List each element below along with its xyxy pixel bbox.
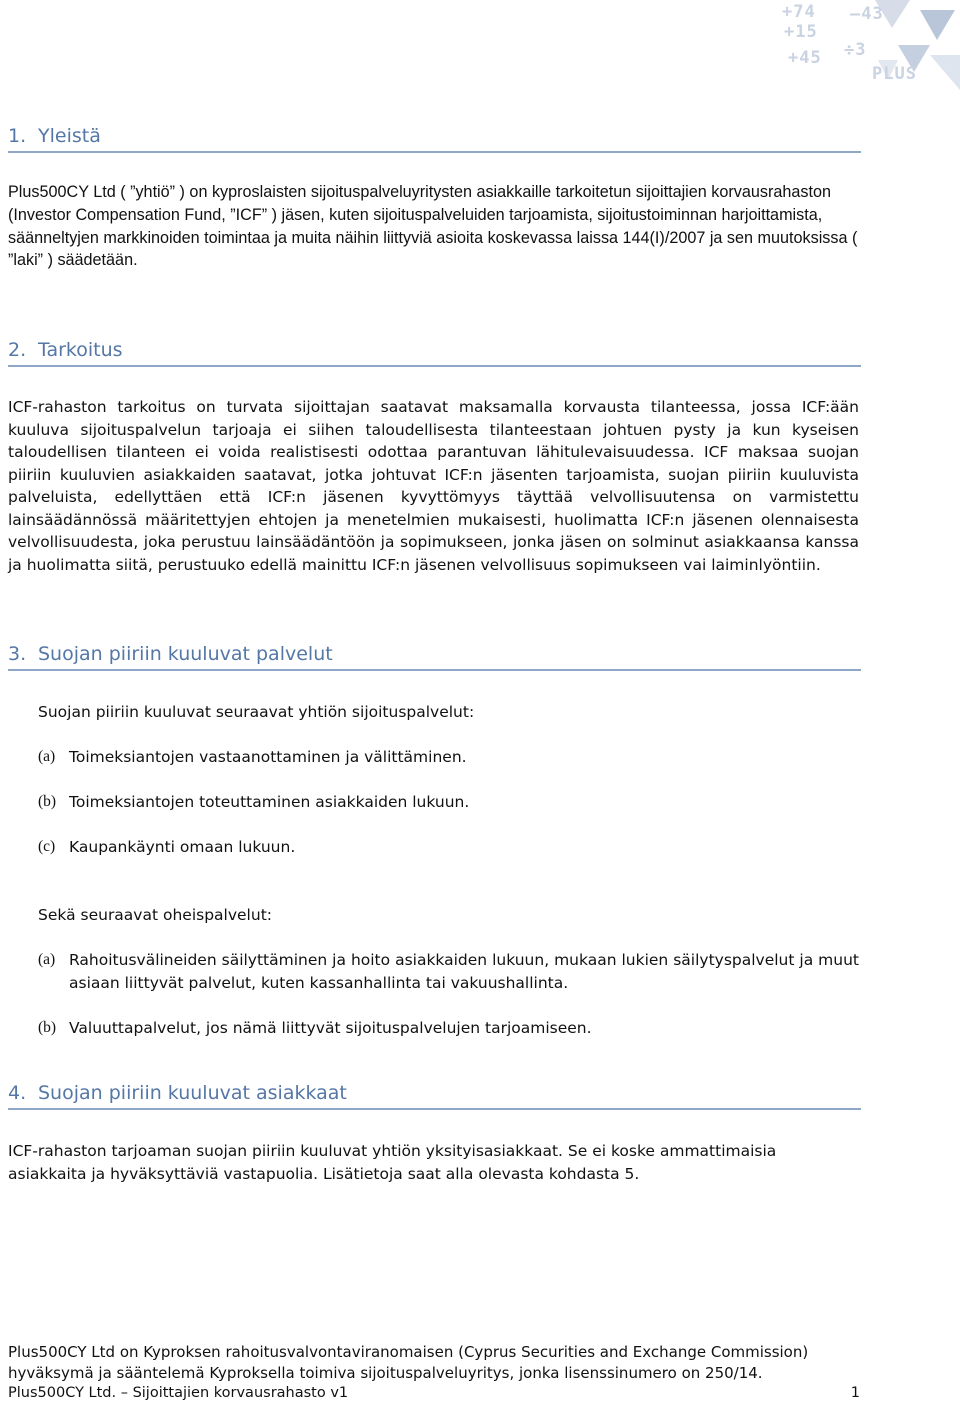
service-item xyxy=(38,791,859,814)
document-title: Plus500CY Ltd. – Sijoittajien korvausrahasto v1 xyxy=(8,1385,349,1401)
section-number: 3. xyxy=(8,643,27,665)
list-marker: (c) xyxy=(38,838,56,855)
decor-glyph: PLUS xyxy=(872,64,917,84)
decor-glyph: ÷3 xyxy=(844,40,867,60)
section-title: Tarkoitus xyxy=(38,339,123,361)
decor-glyph: –43 xyxy=(850,4,884,24)
section-number: 4. xyxy=(8,1082,27,1104)
decor-glyph: +74 xyxy=(782,2,816,22)
decor-glyph: +45 xyxy=(788,48,822,68)
page-footer xyxy=(8,1383,860,1403)
section-title: Suojan piiriin kuuluvat asiakkaat xyxy=(38,1082,347,1104)
section-title: Suojan piiriin kuuluvat palvelut xyxy=(38,643,333,665)
section-title: Yleistä xyxy=(38,125,101,147)
list-item-text: Valuuttapalvelut, jos nämä liittyvät sijoituspalvelujen tarjoamiseen. xyxy=(69,1019,592,1037)
section-heading-2 xyxy=(8,338,861,367)
ancillary-item xyxy=(38,1017,859,1040)
regulatory-notice: Plus500CY Ltd on Kyproksen rahoitusvalvontaviranomaisen (Cyprus Securities and Exchange Commission) hyväksymä ja sääntelemä Kyproksella toimiva sijoituspalveluyritys, jonka lisenssinumero on 250/14. xyxy=(8,1343,809,1382)
list-marker: (a) xyxy=(38,951,56,968)
service-item xyxy=(38,836,859,859)
list-item-text: Kaupankäynti omaan lukuun. xyxy=(69,838,296,856)
section-body-4: ICF-rahaston tarjoaman suojan piiriin kuuluvat yhtiön yksityisasiakkaat. Se ei koske ammattimaisia asiakkaita ja hyväksyttäviä vastapuolia. Lisätietoja saat alla olevasta kohdasta 5. xyxy=(8,1142,777,1183)
section-body-1: Plus500CY Ltd ( ”yhtiö” ) on kyproslaisten sijoituspalveluyritysten asiakkaille tarkoitetun sijoittajien korvausrahaston (Investor Compensation Fund, ”ICF” ) jäsen, kuten sijoituspalveluiden tarjoamista, sijoitustoiminnan harjoittamista, säänneltyjen markkinoiden toimintaa ja muita näihin liittyviä asioita koskevassa laissa 144(I)/2007 ja sen muutoksissa ( ”laki” ) säädetään. xyxy=(8,183,858,270)
service-item xyxy=(38,746,859,769)
section-number: 2. xyxy=(8,339,27,361)
corner-decoration xyxy=(780,0,960,95)
list-marker: (b) xyxy=(38,793,57,810)
list-marker: (b) xyxy=(38,1019,57,1036)
list-item-text: Toimeksiantojen vastaanottaminen ja välittäminen. xyxy=(69,748,467,766)
list-marker: (a) xyxy=(38,748,56,765)
ancillary-intro: Sekä seuraavat oheispalvelut: xyxy=(38,906,272,924)
decor-glyph: +15 xyxy=(784,22,818,42)
section-body-2: ICF-rahaston tarkoitus on turvata sijoittajan saatavat maksamalla korvausta tilanteessa, jossa ICF:ään kuuluva sijoituspalvelun tarjoaja ei siihen taloudellisesta tilanteestaan johtuen pysty ja kun kyseisen taloudellisen tilanteen ei voida realistisesti odottaa parantuvan lähitulevaisuudessa. ICF maksaa suojan piiriin kuuluvien asiakkaiden saatavat, jotka johtuvat ICF:n jäsenten tarjoamista, suojan piiriin kuuluvista palveluista, edellyttäen että ICF:n jäsenen kyvyttömyys täyttää velvollisuutensa on varmistettu lainsäädännössä määritettyjen ehtojen ja menetelmien mukaisesti, huolimatta ICF:n jäsenen olennaisesta velvollisuudesta, joka perustuu lainsäädäntöön ja sopimukseen, jonka jäsen on solminut asiakkaansa kanssa ja huolimatta siitä, perustuuko edellä mainittu ICF:n jäsenen velvollisuus sopimukseen vai laiminlyöntiin. xyxy=(8,398,859,574)
section-number: 1. xyxy=(8,125,27,147)
section-heading-3 xyxy=(8,642,861,671)
list-item-text: Rahoitusvälineiden säilyttäminen ja hoito asiakkaiden lukuun, mukaan lukien säilytyspalvelut ja muut asiaan liittyvät palvelut, kuten kassanhallinta tai vakuushallinta. xyxy=(69,951,859,992)
page-number: 1 xyxy=(850,1385,860,1401)
list-item-text: Toimeksiantojen toteuttaminen asiakkaiden lukuun. xyxy=(69,793,470,811)
section-heading-4 xyxy=(8,1081,861,1110)
section-heading-1 xyxy=(8,124,861,153)
ancillary-item xyxy=(38,949,859,994)
services-intro: Suojan piiriin kuuluvat seuraavat yhtiön sijoituspalvelut: xyxy=(38,703,475,721)
